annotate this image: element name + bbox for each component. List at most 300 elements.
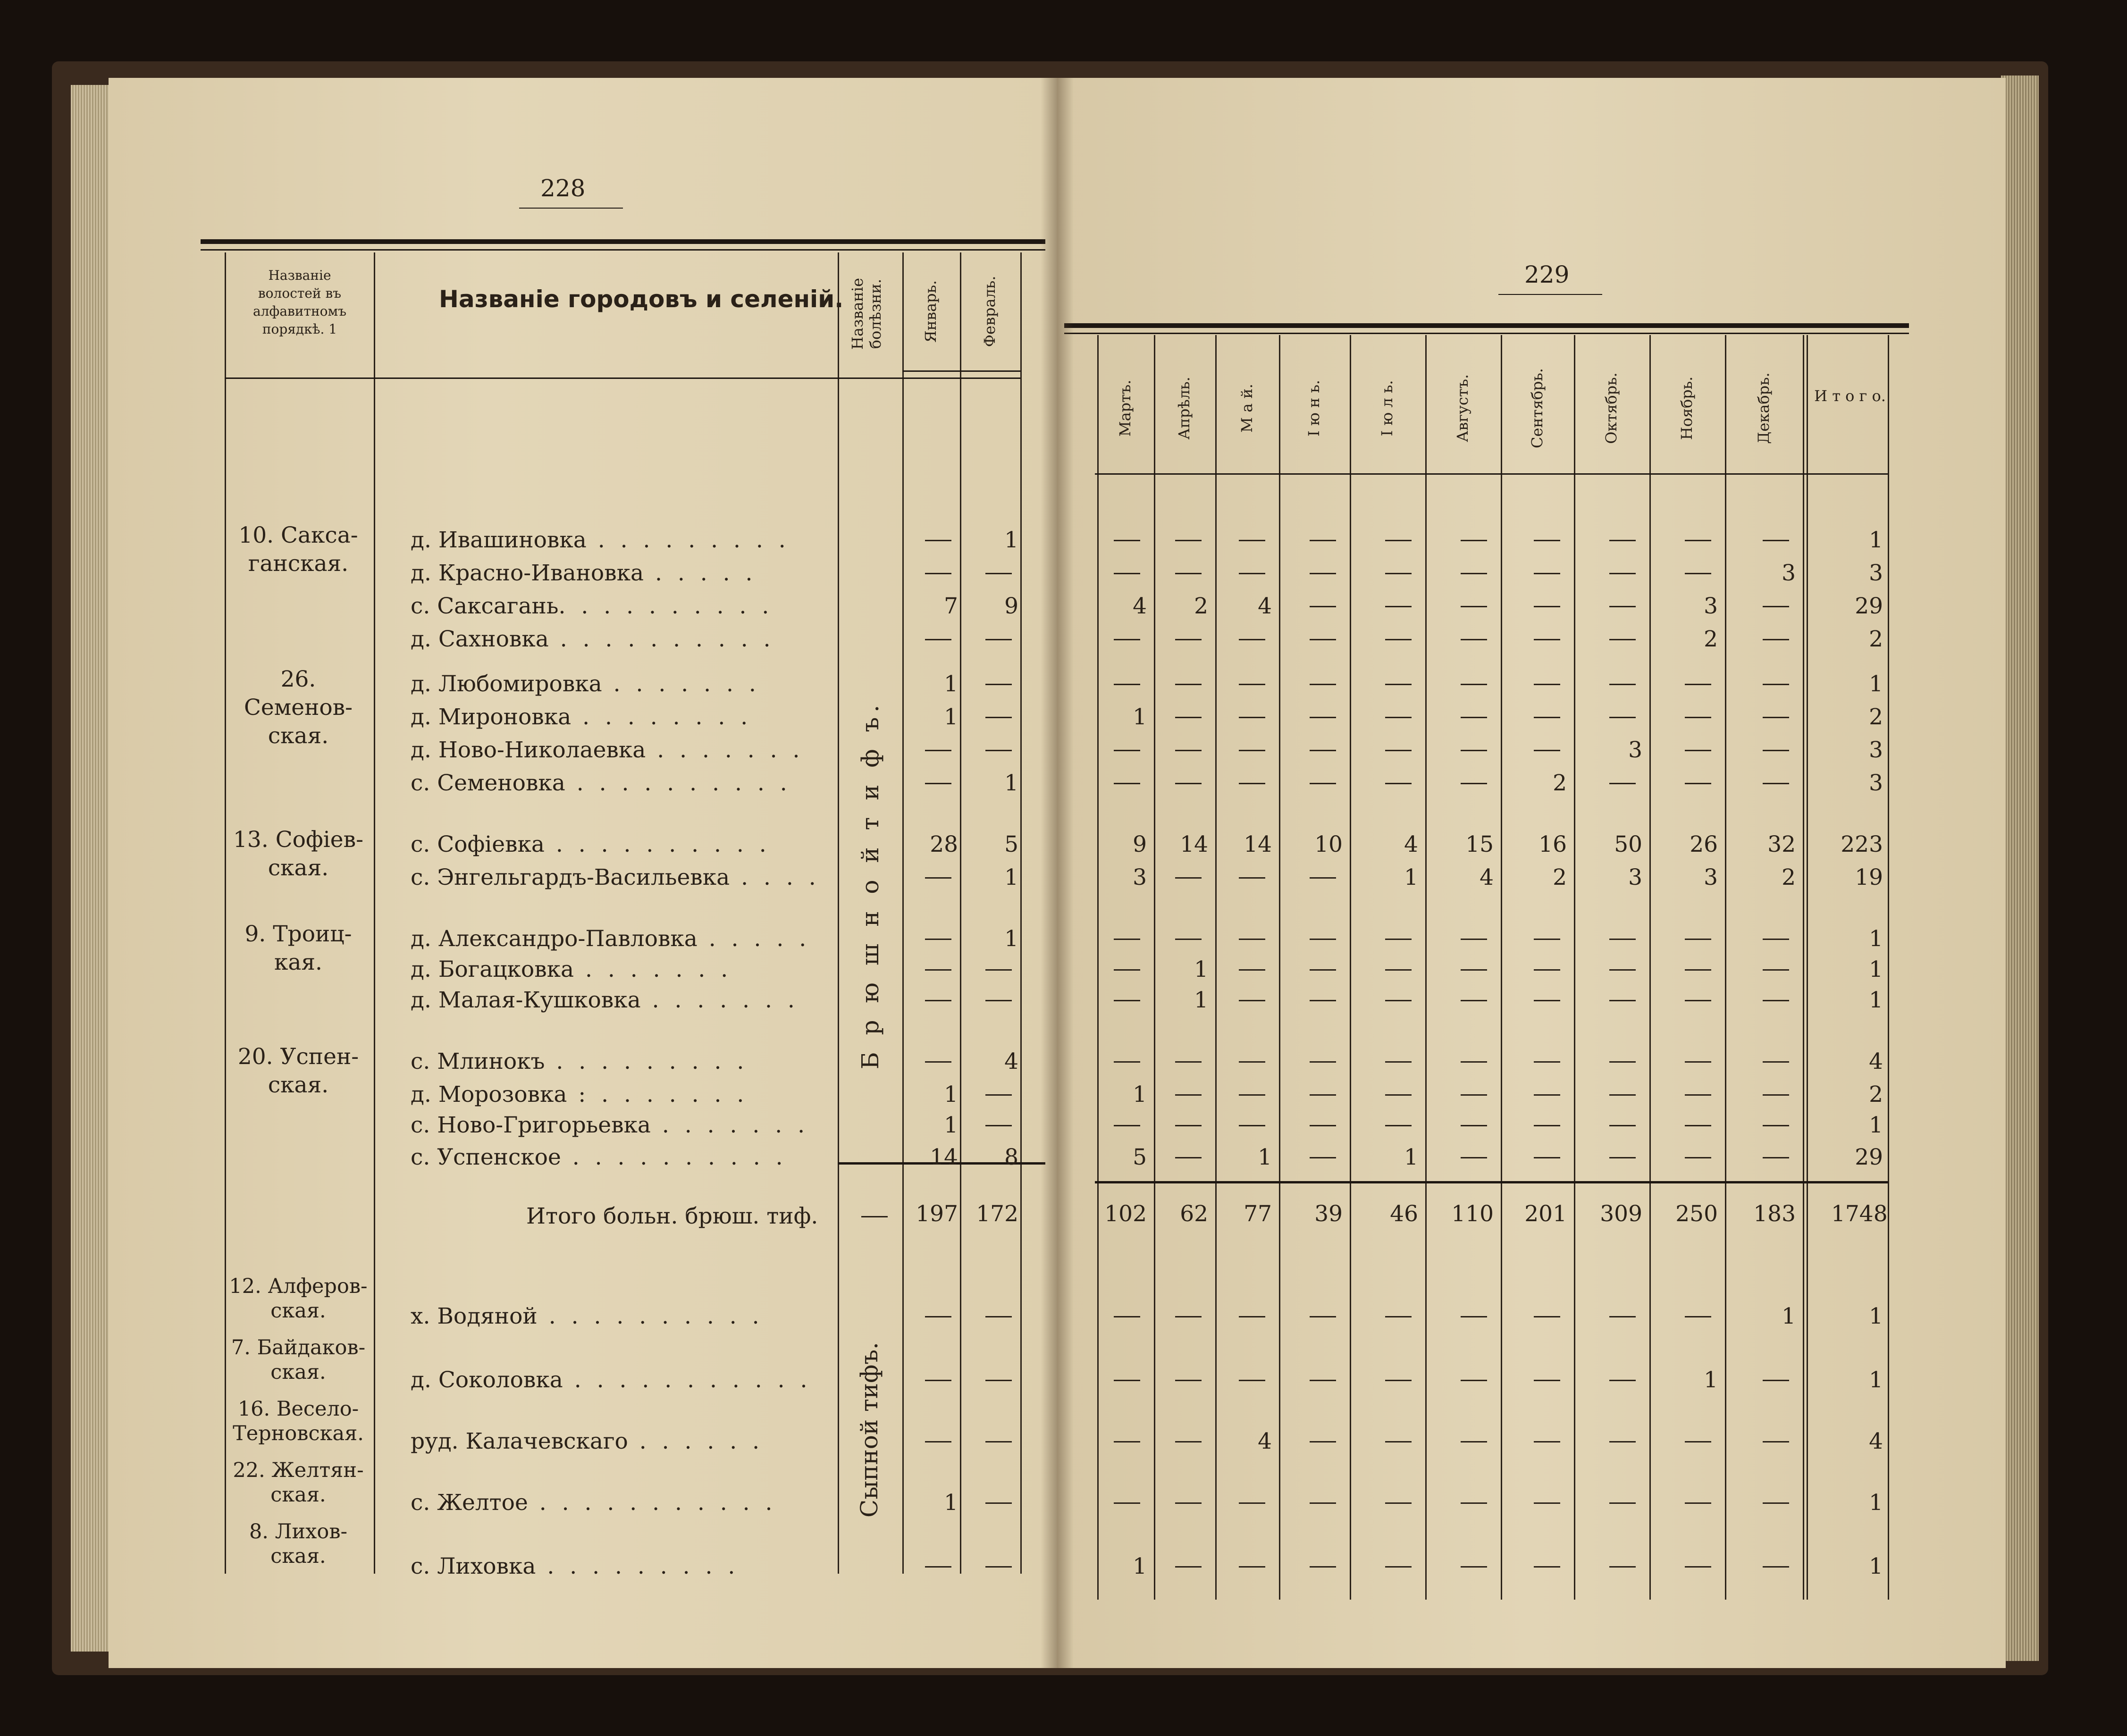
month-value-dash [1239, 1061, 1265, 1063]
place-name [411, 1428, 764, 1454]
month-value-dash [1461, 639, 1487, 640]
month-value: 4 [1480, 864, 1494, 890]
month-value-dash [1239, 783, 1265, 784]
month-value: 1 [1704, 1367, 1718, 1393]
month-value-dash [1534, 1125, 1560, 1126]
month-value-dash [1114, 783, 1140, 784]
month-value-dash [1685, 540, 1711, 541]
february-value-dash [985, 1566, 1012, 1568]
february-value: 1 [1004, 527, 1018, 553]
month-value-dash [1239, 1094, 1265, 1096]
month-value-dash [1385, 717, 1412, 718]
february-value-dash [985, 1380, 1012, 1381]
total-value: 1 [1869, 527, 1883, 553]
month-value: 3 [1628, 864, 1642, 890]
month-value: 1 [1258, 1144, 1272, 1170]
month-value-dash [1239, 939, 1265, 940]
january-value: 7 [944, 593, 958, 619]
month-value-dash [1114, 573, 1140, 574]
leader-dots: . . . . . . . . . [586, 527, 790, 553]
month-value-dash [1685, 750, 1711, 751]
header-month: Августъ. [1454, 374, 1471, 442]
month-value-dash [1310, 1566, 1336, 1568]
month-value-dash [1114, 750, 1140, 751]
month-value-dash [1114, 684, 1140, 685]
month-value-dash [1685, 1061, 1711, 1063]
february-value-dash [985, 1125, 1012, 1126]
month-value: 16 [1539, 831, 1567, 857]
place-name [411, 527, 790, 553]
leader-dots: . . . . . . . [602, 671, 760, 697]
month-value: 3 [1704, 864, 1718, 890]
total-january: 197 [916, 1201, 958, 1227]
month-value-dash [1239, 1125, 1265, 1126]
month-value-dash [1685, 1094, 1711, 1096]
place-name-text: д. Любомировка [411, 671, 602, 697]
volost-name-line: ская. [268, 723, 329, 749]
disease-typhus-label: Сыпной тифъ. [856, 1342, 883, 1518]
january-value-dash [925, 877, 951, 879]
january-value-dash [925, 750, 951, 751]
month-value-dash [1385, 540, 1412, 541]
column-total: 110 [1451, 1201, 1494, 1227]
january-value: 1 [944, 671, 958, 697]
month-value-dash [1385, 1316, 1412, 1317]
place-name-text: с. Желтое [411, 1490, 528, 1516]
col-rule [902, 252, 904, 1574]
place-name-text: с. Успенское [411, 1144, 561, 1170]
total-value: 3 [1869, 770, 1883, 796]
leader-dots: . . . . [730, 864, 820, 890]
place-name [411, 593, 773, 619]
month-value-dash [1310, 606, 1336, 607]
volost-name-line: 9. Троиц- [244, 921, 352, 947]
month-value-dash [1310, 1502, 1336, 1504]
month-value: 1 [1133, 1082, 1147, 1107]
month-value-dash [1534, 1380, 1560, 1381]
month-value-dash [1310, 639, 1336, 640]
month-value-dash [1685, 1316, 1711, 1317]
col-rule [1501, 335, 1502, 1600]
month-value: 2 [1553, 864, 1567, 890]
col-rule [960, 252, 961, 1574]
month-value: 2 [1553, 770, 1567, 796]
month-value-dash [1763, 1125, 1789, 1126]
month-value-dash [1175, 750, 1202, 751]
month-value-dash [1609, 1502, 1636, 1504]
header-month: Декабрь. [1754, 372, 1773, 444]
header-month: М а й. [1237, 384, 1256, 433]
month-value-dash [1461, 969, 1487, 971]
month-value-dash [1609, 573, 1636, 574]
col-rule [1803, 335, 1804, 1600]
leader-dots: . . . . . . . [640, 987, 799, 1013]
month-value-dash [1239, 750, 1265, 751]
month-value-dash [1175, 939, 1202, 940]
leader-dots: . . . . . . [628, 1428, 764, 1454]
leader-dots: . . . . . . . . . . . [528, 1490, 777, 1516]
leader-dots: . . . . . [644, 560, 757, 586]
month-value: 3 [1704, 593, 1718, 619]
header-places: Названіе городовъ и селеній. [439, 285, 844, 313]
month-value-dash [1609, 1094, 1636, 1096]
header-volost-mark: 1 [328, 321, 337, 337]
total-value: 223 [1841, 831, 1883, 857]
month-value-dash [1461, 783, 1487, 784]
month-value-dash [1461, 1566, 1487, 1568]
col-rule [1725, 335, 1726, 1600]
place-name [411, 1553, 739, 1579]
month-value-dash [1685, 684, 1711, 685]
month-value-dash [1175, 877, 1202, 879]
january-value-dash [925, 1566, 951, 1568]
january-value: 1 [944, 1082, 958, 1107]
month-value: 1 [1782, 1303, 1796, 1329]
place-name-text: д. Морозовка [411, 1082, 567, 1107]
month-value-dash [1534, 573, 1560, 574]
col-rule [838, 252, 839, 1574]
month-value-dash [1239, 1502, 1265, 1504]
leader-dots: . . . . . . . . . . [537, 1303, 764, 1329]
col-rule [1097, 335, 1099, 1600]
month-value-dash [1310, 1441, 1336, 1442]
january-value-dash [925, 639, 951, 640]
month-value-dash [1461, 1316, 1487, 1317]
col-rule [1020, 252, 1022, 1574]
header-disease-line: Названіе [849, 277, 866, 350]
column-total: 201 [1524, 1201, 1567, 1227]
header-volost-line: Названіе [268, 268, 331, 283]
leader-dots: . . . . . . . . . . [548, 626, 775, 652]
month-value-dash [1461, 1000, 1487, 1001]
header-month: Ноябрь. [1678, 376, 1696, 440]
month-value-dash [1114, 1502, 1140, 1504]
month-value-dash [1534, 969, 1560, 971]
volost-name-line: кая. [274, 949, 322, 975]
month-value-dash [1239, 1000, 1265, 1001]
total-value: 1 [1869, 1303, 1883, 1329]
page-edges-left [71, 85, 113, 1652]
month-value-dash [1461, 540, 1487, 541]
month-value: 9 [1133, 831, 1147, 857]
month-value-dash [1310, 1000, 1336, 1001]
place-name [411, 956, 732, 982]
january-value-dash [925, 1061, 951, 1063]
total-value: 19 [1855, 864, 1883, 890]
month-value-dash [1609, 717, 1636, 718]
month-value-dash [1385, 606, 1412, 607]
month-value-dash [1385, 639, 1412, 640]
leader-dots: . . . . . . . [650, 1112, 809, 1138]
header-january: Январь. [922, 280, 940, 343]
header-bottom-rule [1095, 473, 1888, 475]
page-number-left: 228 [540, 175, 586, 202]
month-value-dash [1534, 1000, 1560, 1001]
page-edges-right [2001, 75, 2039, 1661]
volost-name [227, 1274, 369, 1323]
col-rule [1574, 335, 1575, 1600]
month-value-dash [1534, 684, 1560, 685]
volost-name-line: ская. [268, 855, 329, 881]
month-value-dash [1175, 540, 1202, 541]
place-name-text: д. Богацковка [411, 956, 574, 982]
volost-name-line: 22. Желтян- [233, 1459, 364, 1482]
place-name [411, 626, 775, 652]
month-value-dash [1609, 1061, 1636, 1063]
leader-dots: . . . . . [697, 926, 811, 952]
place-name [411, 737, 804, 763]
month-value-dash [1114, 1000, 1140, 1001]
month-value-dash [1685, 1125, 1711, 1126]
month-value-dash [1534, 1566, 1560, 1568]
february-value: 5 [1004, 831, 1018, 857]
col-rule [1807, 335, 1808, 1600]
leader-dots: . . . . . . . . . . [565, 770, 791, 796]
month-value: 2 [1704, 626, 1718, 652]
january-value-dash [925, 1000, 951, 1001]
place-name-text: с. Ново-Григорьевка [411, 1112, 651, 1138]
month-value-dash [1763, 1380, 1789, 1381]
month-value-dash [1685, 939, 1711, 940]
column-total: 183 [1753, 1201, 1796, 1227]
month-value-dash [1685, 1000, 1711, 1001]
column-total: 102 [1104, 1201, 1147, 1227]
header-volost [227, 267, 373, 338]
total-value: 2 [1869, 626, 1883, 652]
total-value: 2 [1869, 1082, 1883, 1107]
january-value: 1 [944, 704, 958, 730]
month-value-dash [1609, 969, 1636, 971]
col-rule [1649, 335, 1651, 1600]
col-rule [1279, 335, 1280, 1600]
leader-dots: . . . . . . . . . [545, 1048, 748, 1074]
place-name [411, 1303, 764, 1329]
column-total: 39 [1314, 1201, 1343, 1227]
month-value-dash [1385, 783, 1412, 784]
leader-dots: : . . . . . . . [567, 1082, 748, 1107]
total-value: 2 [1869, 704, 1883, 730]
month-value-dash [1609, 1380, 1636, 1381]
header-rule-thick [201, 239, 1045, 244]
place-name [411, 1490, 776, 1516]
header-volost-line: волостей въ [258, 285, 342, 301]
leader-dots: . . . . . . . . . . . [563, 1367, 812, 1393]
volost-name-line: ская. [270, 1299, 326, 1323]
volost-name [227, 521, 369, 578]
header-month: Мартъ. [1116, 379, 1134, 437]
place-name-text: с. Саксагань [411, 593, 559, 619]
place-name [411, 1112, 809, 1138]
col-rule [1350, 335, 1351, 1600]
month-value-dash [1385, 1000, 1412, 1001]
total-value: 1 [1869, 926, 1883, 952]
place-name [411, 1144, 787, 1170]
month-value-dash [1310, 1125, 1336, 1126]
january-value: 14 [930, 1144, 958, 1170]
month-value-dash [1763, 1566, 1789, 1568]
month-value-dash [1534, 1061, 1560, 1063]
page-number-right: 229 [1524, 261, 1570, 288]
month-value-dash [1461, 573, 1487, 574]
january-value-dash [925, 939, 951, 940]
disease-typhoid-label: Б р ю ш н о й т и ф ъ. [857, 700, 884, 1070]
total-value: 3 [1869, 737, 1883, 763]
place-name [411, 831, 771, 857]
place-name-text: д. Соколовка [411, 1367, 563, 1393]
month-value-dash [1310, 939, 1336, 940]
place-name-text: д. Сахновка [411, 626, 549, 652]
place-name [411, 560, 757, 586]
month-value-dash [1175, 1316, 1202, 1317]
month-value-dash [1534, 1094, 1560, 1096]
month-value: 4 [1258, 1428, 1272, 1454]
header-disease [849, 248, 896, 380]
month-value: 10 [1314, 831, 1343, 857]
february-value-dash [985, 750, 1012, 751]
total-value: 4 [1869, 1048, 1883, 1074]
month-value-dash [1114, 639, 1140, 640]
month-value-dash [1461, 1125, 1487, 1126]
place-name [411, 926, 810, 952]
place-name-text: д. Красно-Ивановка [411, 560, 644, 586]
header-volost-line: порядкѣ. [262, 321, 325, 337]
month-value-dash [1461, 939, 1487, 940]
month-value: 1 [1404, 864, 1418, 890]
month-value-dash [1385, 1380, 1412, 1381]
header-month: Сентябрь. [1528, 368, 1546, 448]
place-name-text: д. Ново-Николаевка [411, 737, 646, 763]
month-value: 4 [1258, 593, 1272, 619]
month-value-dash [1310, 783, 1336, 784]
total-value: 1 [1869, 1490, 1883, 1516]
month-value-dash [1534, 750, 1560, 751]
month-value-dash [1385, 1566, 1412, 1568]
month-value-dash [1461, 717, 1487, 718]
month-value-dash [1534, 717, 1560, 718]
month-value-dash [1609, 684, 1636, 685]
month-value-dash [1685, 717, 1711, 718]
month-value-dash [1114, 1125, 1140, 1126]
month-value-dash [1310, 1380, 1336, 1381]
month-value-dash [1763, 1157, 1789, 1158]
place-name [411, 987, 799, 1013]
volost-name-line: 13. Софіев- [233, 827, 363, 853]
leader-dots: . . . . . . . . . . [544, 831, 771, 857]
month-value-dash [1114, 1380, 1140, 1381]
month-value-dash [1310, 750, 1336, 751]
month-value-dash [1609, 1125, 1636, 1126]
month-value-dash [1385, 1502, 1412, 1504]
place-name-text: руд. Калачевскаго [411, 1428, 628, 1454]
month-value-dash [1461, 684, 1487, 685]
column-total: 250 [1675, 1201, 1718, 1227]
place-name [411, 1082, 748, 1107]
month-value-dash [1763, 606, 1789, 607]
col-rule [374, 252, 375, 1574]
month-value-dash [1461, 1502, 1487, 1504]
month-value-dash [1385, 1441, 1412, 1442]
month-value: 1 [1194, 987, 1208, 1013]
header-month: Апрѣль. [1175, 377, 1193, 440]
month-value-dash [1239, 717, 1265, 718]
volost-name-line: 20. Успен- [237, 1044, 359, 1070]
month-value-dash [1239, 540, 1265, 541]
month-value-dash [1763, 1441, 1789, 1442]
volost-name [227, 826, 369, 882]
total-february: 172 [976, 1201, 1018, 1227]
month-value-dash [1310, 1157, 1336, 1158]
month-value-dash [1461, 750, 1487, 751]
month-value-dash [1114, 1316, 1140, 1317]
total-label: Итого больн. брюш. тиф. [526, 1203, 818, 1229]
month-value-dash [1114, 939, 1140, 940]
month-value-dash [1239, 684, 1265, 685]
header-rule-thin [201, 249, 1045, 251]
month-value-dash [1609, 540, 1636, 541]
month-value-dash [1461, 1380, 1487, 1381]
month-value-dash [1685, 783, 1711, 784]
place-name [411, 704, 752, 730]
month-value-dash [1685, 1441, 1711, 1442]
column-total: 77 [1244, 1201, 1272, 1227]
month-value: 1 [1194, 956, 1208, 982]
february-value: 1 [1004, 926, 1018, 952]
january-value-dash [925, 540, 951, 541]
volost-name-line: 26. Семенов- [244, 666, 353, 721]
col-rule [1154, 335, 1155, 1600]
volost-name-line: 12. Алферов- [229, 1275, 368, 1298]
month-value: 15 [1465, 831, 1494, 857]
volost-name-line: 7. Байдаков- [231, 1336, 366, 1359]
january-value-dash [925, 969, 951, 971]
month-value-dash [1685, 1157, 1711, 1158]
month-value-dash [1763, 540, 1789, 541]
month-value: 3 [1133, 864, 1147, 890]
month-value-dash [1114, 1061, 1140, 1063]
month-value-dash [1534, 639, 1560, 640]
month-value-dash [1310, 540, 1336, 541]
leader-dots: . . . . . . . [574, 956, 732, 982]
month-value-dash [1763, 969, 1789, 971]
month-value-dash [1609, 1000, 1636, 1001]
totals-rule [1095, 1181, 1888, 1183]
month-value-dash [1310, 1316, 1336, 1317]
page-number-underline [519, 208, 623, 209]
month-value: 26 [1690, 831, 1718, 857]
month-value: 14 [1244, 831, 1272, 857]
month-value: 4 [1133, 593, 1147, 619]
february-value-dash [985, 1441, 1012, 1442]
month-value-dash [1239, 1380, 1265, 1381]
month-value-dash [1609, 1441, 1636, 1442]
total-value: 4 [1869, 1428, 1883, 1454]
month-value-dash [1310, 877, 1336, 879]
column-total: 309 [1600, 1201, 1642, 1227]
month-value-dash [1763, 1061, 1789, 1063]
header-february: Февраль. [981, 276, 999, 347]
volost-name [227, 920, 369, 977]
month-value-dash [1239, 969, 1265, 971]
month-value: 2 [1194, 593, 1208, 619]
month-value-dash [1385, 1125, 1412, 1126]
month-value-dash [1239, 877, 1265, 879]
leader-dots: . . . . . . . . . . [558, 593, 773, 619]
leader-dots: . . . . . . . . . [536, 1553, 740, 1579]
volost-name-line: ская. [270, 1483, 326, 1507]
month-value-dash [1385, 969, 1412, 971]
february-value-dash [985, 969, 1012, 971]
february-value-dash [985, 684, 1012, 685]
